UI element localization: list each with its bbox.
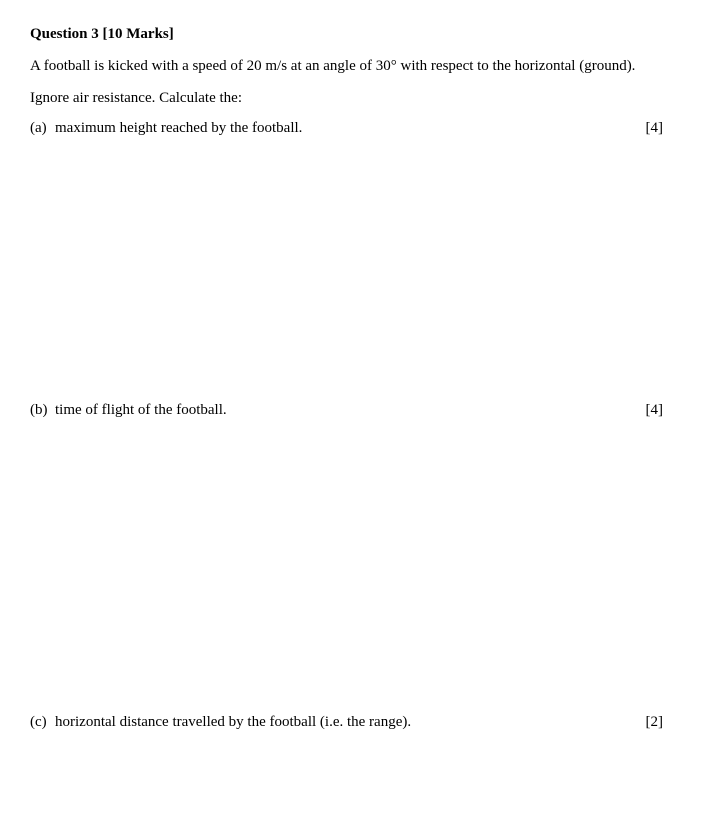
part-b-marks: [4] [645, 402, 663, 418]
part-c [30, 713, 663, 731]
part-a-text: maximum height reached by the football. [55, 120, 303, 136]
question-intro-line-2: Ignore air resistance. Calculate the: [30, 90, 242, 106]
part-a-label: (a) [30, 120, 47, 136]
part-c-marks: [2] [645, 714, 663, 730]
part-a-answer-space[interactable] [30, 145, 663, 390]
part-b-label: (b) [30, 402, 48, 418]
question-intro-line-1: A football is kicked with a speed of 20 m/s at an angle of 30° with respect to the horizontal (ground). [30, 58, 636, 74]
part-a-marks: [4] [645, 120, 663, 136]
question-title: Question 3 [10 Marks] [30, 26, 174, 42]
part-c-answer-space[interactable] [30, 739, 663, 819]
part-a [30, 119, 663, 137]
part-c-text: horizontal distance travelled by the football (i.e. the range). [55, 714, 412, 730]
part-b [30, 401, 663, 419]
part-b-text: time of flight of the football. [55, 402, 227, 418]
part-b-answer-space[interactable] [30, 427, 663, 702]
part-c-label: (c) [30, 714, 47, 730]
